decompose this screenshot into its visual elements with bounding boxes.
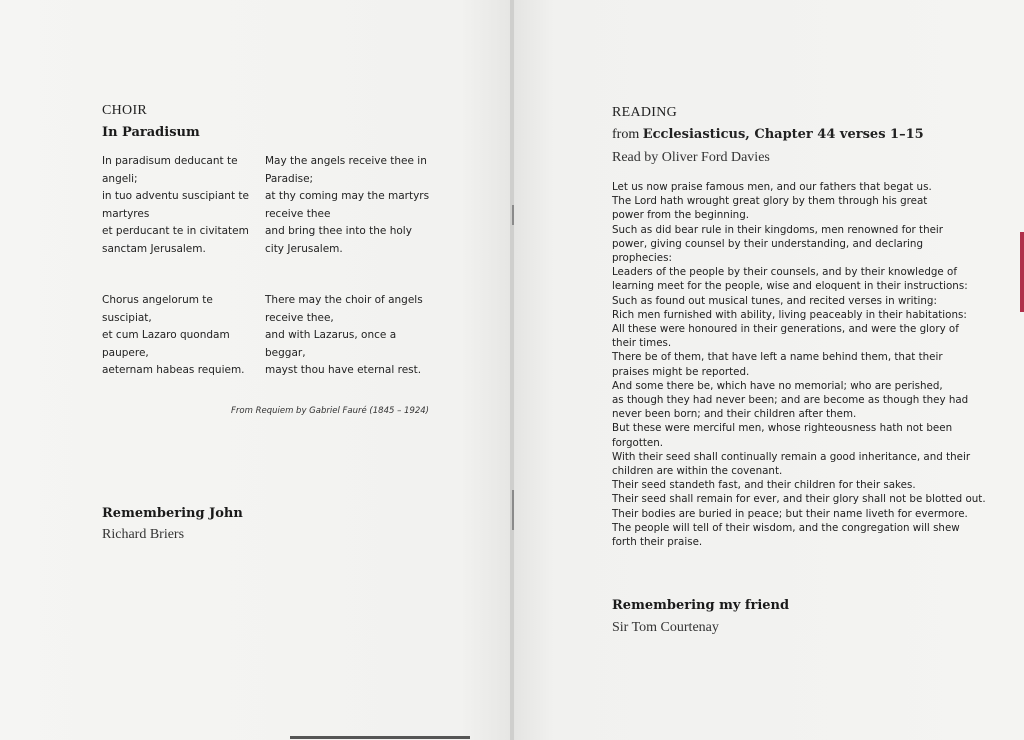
verse-line: receive thee (265, 207, 331, 220)
reading-line: their times. (612, 337, 672, 350)
reading-line: Rich men furnished with ability, living peaceably in their habitations: (612, 308, 967, 321)
verse-line: at thy coming may the martyrs (265, 190, 430, 202)
reading-line: All these were honoured in their generations, and were the glory of (612, 323, 959, 336)
staple-mark (512, 205, 514, 225)
verse-line: beggar, (265, 346, 306, 359)
reading-line: But these were merciful men, whose righteousness hath not been (612, 422, 953, 435)
reading-line: There be of them, that have left a name behind them, that their (612, 351, 943, 364)
verse-line: receive thee, (265, 311, 334, 324)
verse-line: et cum Lazaro quondam (102, 329, 230, 341)
bottom-rule (290, 736, 470, 739)
reading-line: Their seed standeth fast, and their children for their sakes. (612, 479, 916, 492)
verse-line: In paradisum deducant te (102, 155, 238, 167)
verse-line: suscipiat, (102, 311, 152, 324)
reading-line: prophecies: (612, 252, 672, 265)
verse-line: aeternam habeas requiem. (102, 364, 245, 376)
reading-line: With their seed shall continually remain a good inheritance, and their (612, 450, 971, 463)
reading-line: never been born; and their children after them. (612, 408, 857, 421)
reading-line: Let us now praise famous men, and our fathers that begat us. (612, 181, 932, 193)
speaker-name-left: Richard Briers (102, 527, 185, 542)
verse-line: sanctam Jerusalem. (102, 242, 206, 255)
verse-line: paupere, (102, 346, 149, 359)
reading-line: And some there be, which have no memorial; who are perished, (612, 379, 943, 392)
reading-line: power from the beginning. (612, 209, 750, 222)
reading-line: The Lord hath wrought great glory by them through his great (612, 195, 928, 208)
verse-line: There may the choir of angels (265, 294, 423, 306)
composer-credit: From Requiem by Gabriel Fauré (1845 – 1924) (231, 406, 429, 416)
reading-line: Such as found out musical tunes, and recited verses in writing: (612, 294, 937, 307)
remembering-title-left: Remembering John (102, 506, 243, 521)
reading-line: Such as did bear rule in their kingdoms, men renowned for their (612, 223, 944, 236)
verse-line: Paradise; (265, 172, 314, 185)
page-edge-mark (1020, 232, 1024, 312)
reader-credit: Read by Oliver Ford Davies (612, 150, 770, 165)
speaker-name-right: Sir Tom Courtenay (612, 620, 719, 635)
reading-prefix: from (612, 127, 640, 142)
verse2-english (265, 292, 423, 380)
verse1-english (265, 153, 429, 258)
reading-line: The people will tell of their wisdom, and the congregation will shew (612, 521, 960, 534)
reading-line: as though they had never been; and are become as though they had (612, 394, 969, 407)
reading-line: children are within the covenant. (612, 465, 783, 478)
reading-line: forgotten. (612, 436, 664, 449)
verse-line: angeli; (102, 172, 138, 185)
verse-line: mayst thou have eternal rest. (265, 364, 422, 376)
left-page (0, 0, 511, 740)
verse-line: martyres (102, 207, 150, 220)
reading-line: praises might be reported. (612, 365, 750, 378)
verse-line: and with Lazarus, once a (265, 329, 397, 341)
staple-mark (512, 490, 514, 530)
reading-body (612, 180, 986, 549)
verse-line: May the angels receive thee in (265, 155, 427, 167)
reading-source: Ecclesiasticus, Chapter 44 verses 1–15 (642, 127, 924, 142)
reading-line: learning meet for the people, wise and eloquent in their instructions: (612, 280, 968, 293)
verse-line: in tuo adventu suscipiant te (102, 190, 249, 202)
verse-line: city Jerusalem. (265, 242, 343, 255)
verse2-latin (102, 292, 245, 380)
verse-line: Chorus angelorum te (102, 294, 213, 306)
reading-line: Their bodies are buried in peace; but their name liveth for evermore. (612, 507, 968, 520)
reading-line: Leaders of the people by their counsels, and by their knowledge of (612, 266, 957, 279)
reading-line: Their seed shall remain for ever, and their glory shall not be blotted out. (612, 493, 986, 506)
verse1-latin (102, 153, 249, 258)
section-label-choir: CHOIR (102, 103, 148, 118)
section-label-reading: READING (612, 105, 678, 120)
remembering-title-right: Remembering my friend (612, 598, 790, 613)
piece-title: In Paradisum (102, 125, 200, 140)
verse-line: and bring thee into the holy (265, 225, 412, 237)
verse-line: et perducant te in civitatem (102, 225, 249, 237)
page-gutter (510, 0, 514, 740)
reading-line: power, giving counsel by their understanding, and declaring (612, 237, 923, 250)
reading-title (612, 127, 924, 143)
reading-line: forth their praise. (612, 536, 703, 549)
